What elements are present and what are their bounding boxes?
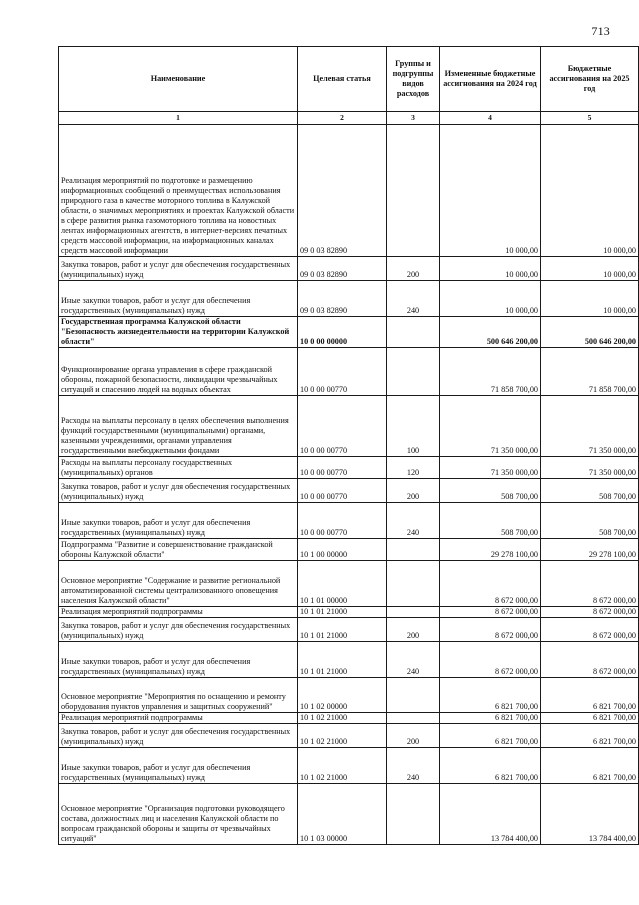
row-name-cell: Иные закупки товаров, работ и услуг для обеспечения государственных (муниципальных) нужд: [59, 642, 298, 678]
row-target-article-cell: 09 0 03 82890: [298, 125, 387, 257]
row-name-cell: Подпрограмма "Развитие и совершенствование гражданской обороны Калужской области": [59, 539, 298, 561]
row-name-cell: Закупка товаров, работ и услуг для обеспечения государственных (муниципальных) нужд: [59, 257, 298, 281]
row-amount-2025-cell: 71 350 000,00: [541, 396, 639, 457]
row-amount-2025-cell: 508 700,00: [541, 479, 639, 503]
row-target-article-cell: 10 1 00 00000: [298, 539, 387, 561]
header-amount-2025: Бюджетные ассигнования на 2025 год: [541, 47, 639, 112]
row-name-cell: Основное мероприятие "Содержание и развитие региональной автоматизированной системы централизованного оповещения населения Калужской области": [59, 561, 298, 607]
table-row: [59, 317, 639, 348]
row-amount-2024-cell: 508 700,00: [440, 503, 541, 539]
header-amount-2024: Измененные бюджетные ассигнования на 2024 год: [440, 47, 541, 112]
row-expense-group-cell: 200: [387, 618, 440, 642]
row-target-article-cell: 10 1 01 00000: [298, 561, 387, 607]
row-amount-2024-cell: 10 000,00: [440, 257, 541, 281]
row-amount-2024-cell: 6 821 700,00: [440, 748, 541, 784]
row-amount-2025-cell: 29 278 100,00: [541, 539, 639, 561]
row-target-article-cell: 10 1 02 21000: [298, 713, 387, 724]
row-expense-group-cell: [387, 125, 440, 257]
table-row: [59, 539, 639, 561]
table-row: [59, 479, 639, 503]
row-expense-group-cell: 200: [387, 479, 440, 503]
row-name-cell: Расходы на выплаты персоналу государственных (муниципальных) органов: [59, 457, 298, 479]
row-amount-2024-cell: 8 672 000,00: [440, 642, 541, 678]
row-amount-2025-cell: 71 350 000,00: [541, 457, 639, 479]
row-amount-2024-cell: 6 821 700,00: [440, 713, 541, 724]
row-name-cell: Закупка товаров, работ и услуг для обеспечения государственных (муниципальных) нужд: [59, 618, 298, 642]
column-number: 4: [440, 112, 541, 125]
row-target-article-cell: 10 1 03 00000: [298, 784, 387, 845]
row-name-cell: Реализация мероприятий подпрограммы: [59, 713, 298, 724]
row-name-cell: Основное мероприятие "Организация подготовки руководящего состава, должностных лиц и населения Калужской области по вопросам гражданской обороны и защиты от чрезвычайных ситуаций": [59, 784, 298, 845]
row-amount-2025-cell: 508 700,00: [541, 503, 639, 539]
row-expense-group-cell: 100: [387, 396, 440, 457]
column-number: 1: [59, 112, 298, 125]
table-row: [59, 713, 639, 724]
row-target-article-cell: 10 1 01 21000: [298, 618, 387, 642]
row-amount-2024-cell: 71 350 000,00: [440, 457, 541, 479]
row-amount-2024-cell: 10 000,00: [440, 125, 541, 257]
header-expense-group: Группы и подгруппы видов расходов: [387, 47, 440, 112]
row-name-cell: Иные закупки товаров, работ и услуг для обеспечения государственных (муниципальных) нужд: [59, 281, 298, 317]
row-target-article-cell: 10 0 00 00770: [298, 457, 387, 479]
row-target-article-cell: 10 0 00 00000: [298, 317, 387, 348]
column-number: 2: [298, 112, 387, 125]
row-target-article-cell: 10 0 00 00770: [298, 396, 387, 457]
row-expense-group-cell: [387, 317, 440, 348]
row-name-cell: Реализация мероприятий подпрограммы: [59, 607, 298, 618]
table-header-row: [59, 47, 639, 112]
row-target-article-cell: 10 0 00 00770: [298, 348, 387, 396]
row-amount-2024-cell: 8 672 000,00: [440, 607, 541, 618]
row-expense-group-cell: 240: [387, 503, 440, 539]
table-row: [59, 257, 639, 281]
row-expense-group-cell: 240: [387, 281, 440, 317]
table-row: [59, 784, 639, 845]
row-amount-2024-cell: 6 821 700,00: [440, 724, 541, 748]
row-name-cell: Иные закупки товаров, работ и услуг для обеспечения государственных (муниципальных) нужд: [59, 503, 298, 539]
row-name-cell: Государственная программа Калужской области "Безопасность жизнедеятельности на территории Калужской области": [59, 317, 298, 348]
header-target-article: Целевая статья: [298, 47, 387, 112]
table-row: [59, 607, 639, 618]
row-expense-group-cell: [387, 539, 440, 561]
row-expense-group-cell: [387, 784, 440, 845]
table-row: [59, 348, 639, 396]
row-name-cell: Закупка товаров, работ и услуг для обеспечения государственных (муниципальных) нужд: [59, 724, 298, 748]
row-amount-2024-cell: 13 784 400,00: [440, 784, 541, 845]
row-amount-2025-cell: 10 000,00: [541, 125, 639, 257]
row-target-article-cell: 10 1 02 21000: [298, 748, 387, 784]
table-body: [59, 125, 639, 845]
row-name-cell: Иные закупки товаров, работ и услуг для обеспечения государственных (муниципальных) нужд: [59, 748, 298, 784]
row-expense-group-cell: [387, 561, 440, 607]
column-number: 3: [387, 112, 440, 125]
table-row: [59, 503, 639, 539]
row-expense-group-cell: 200: [387, 724, 440, 748]
row-amount-2024-cell: 508 700,00: [440, 479, 541, 503]
row-target-article-cell: 09 0 03 82890: [298, 257, 387, 281]
row-amount-2025-cell: 8 672 000,00: [541, 607, 639, 618]
page-number: 713: [591, 24, 610, 38]
table-row: [59, 642, 639, 678]
row-target-article-cell: 10 1 01 21000: [298, 642, 387, 678]
row-expense-group-cell: [387, 678, 440, 713]
header-name: Наименование: [59, 47, 298, 112]
row-amount-2024-cell: 71 858 700,00: [440, 348, 541, 396]
row-amount-2025-cell: 10 000,00: [541, 257, 639, 281]
row-amount-2025-cell: 8 672 000,00: [541, 561, 639, 607]
row-expense-group-cell: [387, 713, 440, 724]
column-number-row: [59, 112, 639, 125]
row-amount-2025-cell: 71 858 700,00: [541, 348, 639, 396]
table-row: [59, 457, 639, 479]
row-amount-2025-cell: 8 672 000,00: [541, 642, 639, 678]
row-amount-2024-cell: 6 821 700,00: [440, 678, 541, 713]
row-name-cell: Реализация мероприятий по подготовке и размещению информационных сообщений о преимуществах использования природного газа в качестве моторного топлива в Калужской области, о значимых мероприятиях и проектах Калужской области в сфере развития рынка газомоторного топлива на новостных лентах информационных агентств, в интернет-версиях печатных средств массовой информации, на информационных каналах средств массовой информации: [59, 125, 298, 257]
row-amount-2025-cell: 500 646 200,00: [541, 317, 639, 348]
row-target-article-cell: 09 0 03 82890: [298, 281, 387, 317]
table-row: [59, 724, 639, 748]
row-amount-2024-cell: 8 672 000,00: [440, 561, 541, 607]
row-expense-group-cell: 240: [387, 642, 440, 678]
row-amount-2025-cell: 8 672 000,00: [541, 618, 639, 642]
row-expense-group-cell: 240: [387, 748, 440, 784]
table-row: [59, 748, 639, 784]
row-amount-2025-cell: 6 821 700,00: [541, 678, 639, 713]
row-expense-group-cell: 200: [387, 257, 440, 281]
row-target-article-cell: 10 1 01 21000: [298, 607, 387, 618]
row-amount-2024-cell: 10 000,00: [440, 281, 541, 317]
row-amount-2025-cell: 10 000,00: [541, 281, 639, 317]
table-row: [59, 125, 639, 257]
row-name-cell: Основное мероприятие "Мероприятия по оснащению и ремонту оборудования пунктов управления и защитных сооружений": [59, 678, 298, 713]
row-amount-2025-cell: 6 821 700,00: [541, 713, 639, 724]
row-amount-2025-cell: 13 784 400,00: [541, 784, 639, 845]
row-amount-2024-cell: 29 278 100,00: [440, 539, 541, 561]
row-expense-group-cell: [387, 348, 440, 396]
column-number: 5: [541, 112, 639, 125]
row-target-article-cell: 10 0 00 00770: [298, 503, 387, 539]
table-row: [59, 281, 639, 317]
row-amount-2024-cell: 8 672 000,00: [440, 618, 541, 642]
row-amount-2024-cell: 500 646 200,00: [440, 317, 541, 348]
table-row: [59, 678, 639, 713]
row-amount-2024-cell: 71 350 000,00: [440, 396, 541, 457]
row-name-cell: Закупка товаров, работ и услуг для обеспечения государственных (муниципальных) нужд: [59, 479, 298, 503]
row-expense-group-cell: 120: [387, 457, 440, 479]
table-row: [59, 561, 639, 607]
table-row: [59, 618, 639, 642]
row-target-article-cell: 10 1 02 21000: [298, 724, 387, 748]
budget-table: [58, 46, 639, 845]
row-name-cell: Расходы на выплаты персоналу в целях обеспечения выполнения функций государственными (муниципальными) органами, казенными учреждениями, органами управления государственными внебюджетными фондами: [59, 396, 298, 457]
row-expense-group-cell: [387, 607, 440, 618]
row-target-article-cell: 10 1 02 00000: [298, 678, 387, 713]
row-amount-2025-cell: 6 821 700,00: [541, 724, 639, 748]
row-target-article-cell: 10 0 00 00770: [298, 479, 387, 503]
table-row: [59, 396, 639, 457]
row-name-cell: Функционирование органа управления в сфере гражданской обороны, пожарной безопасности, ликвидации чрезвычайных ситуаций и спасению людей на водных объектах: [59, 348, 298, 396]
row-amount-2025-cell: 6 821 700,00: [541, 748, 639, 784]
